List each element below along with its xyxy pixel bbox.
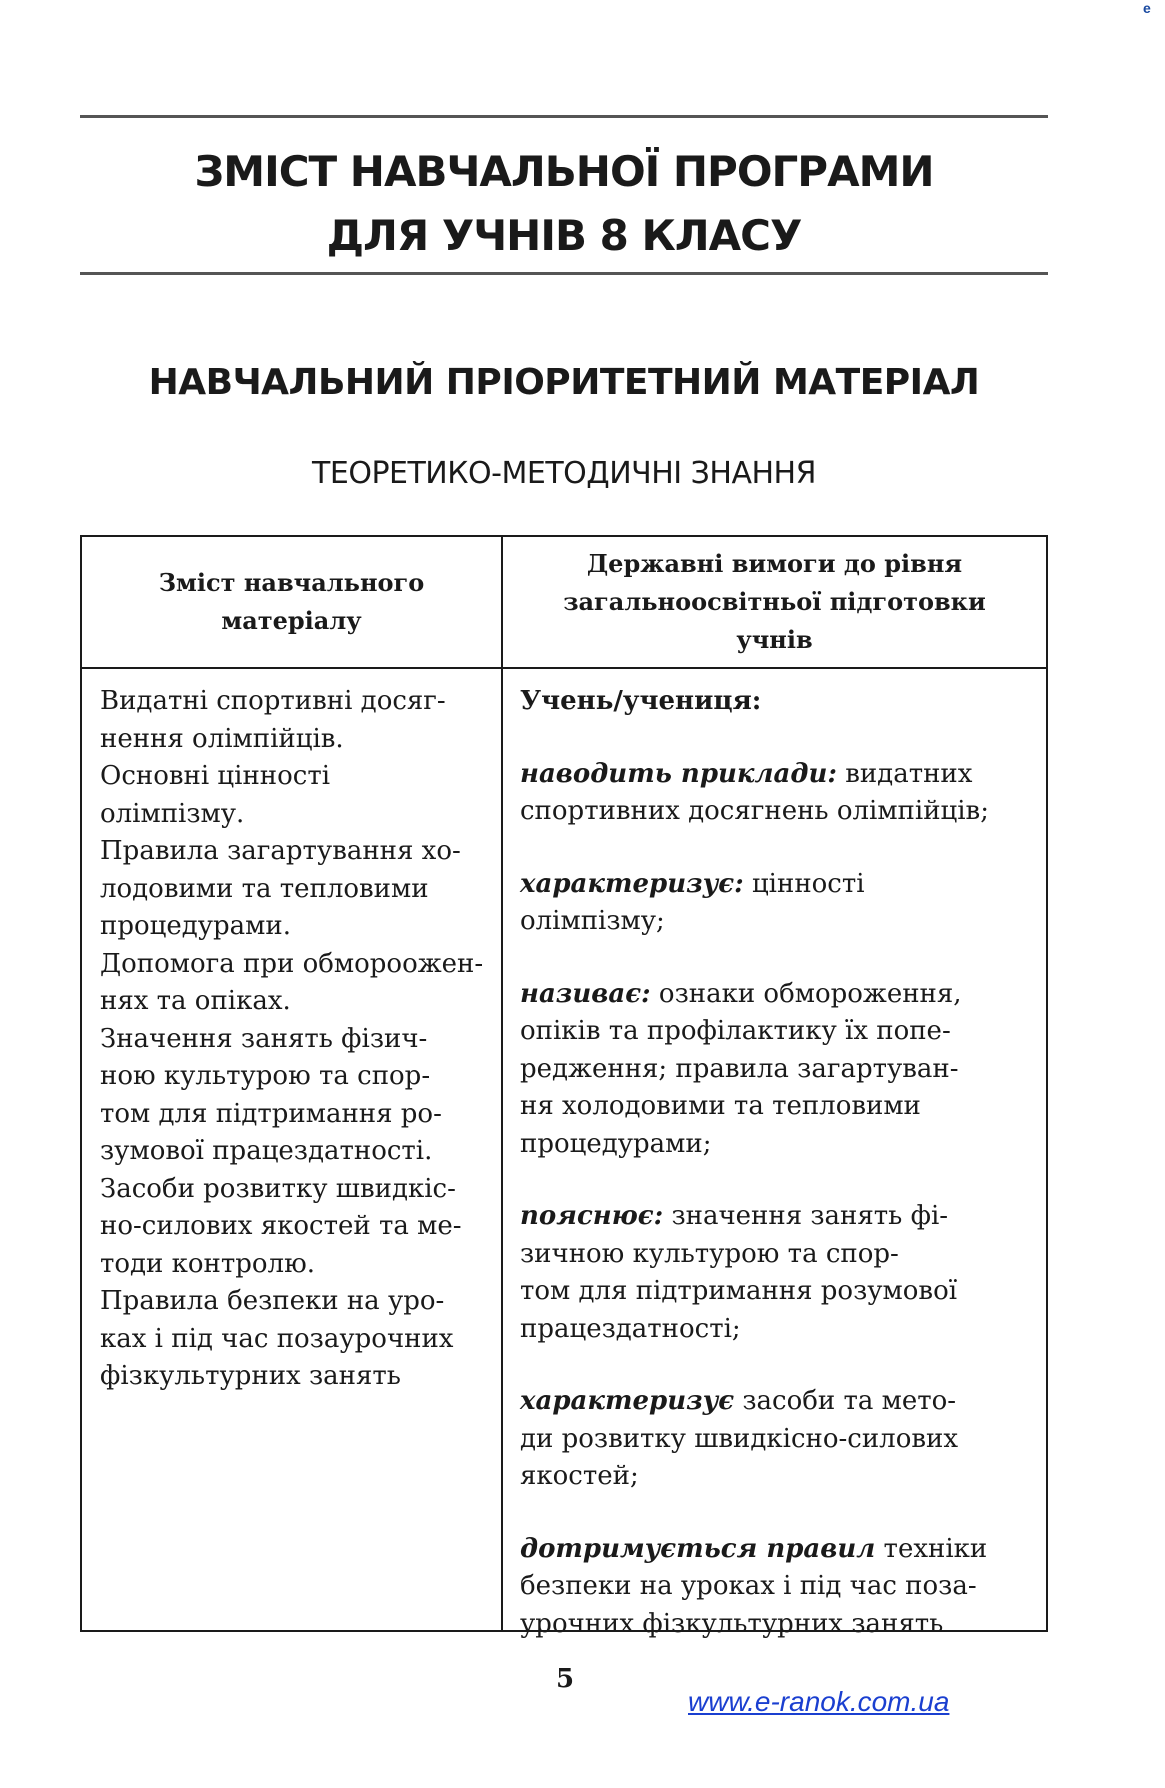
header-divider xyxy=(82,667,1046,669)
requirement-line xyxy=(520,903,1040,941)
requirement-line xyxy=(520,1198,1040,1236)
corner-mark: e xyxy=(1143,0,1151,16)
content-line: зумової працездатності. xyxy=(100,1136,433,1166)
content-line: том для підтримання ро- xyxy=(100,1098,442,1129)
student-intro: Учень/учениця: xyxy=(520,686,762,716)
requirement-line xyxy=(520,793,1040,831)
content-line: Видатні спортивні досяг- xyxy=(100,686,446,716)
column-divider xyxy=(501,537,503,1630)
requirement-line xyxy=(520,1458,1040,1496)
content-line: Засоби розвитку швидкіс- xyxy=(100,1173,456,1204)
requirement-text: том для підтримання розумової xyxy=(520,1276,958,1306)
subsection-title: ТЕОРЕТИКО-МЕТОДИЧНІ ЗНАННЯ xyxy=(312,456,816,491)
content-line: тоди контролю. xyxy=(100,1248,315,1279)
content-line: но-силових якостей та ме- xyxy=(100,1211,462,1241)
requirement-item xyxy=(520,1383,1040,1496)
requirement-verb: характеризує xyxy=(520,1386,735,1416)
requirement-item xyxy=(520,866,1040,941)
requirement-line xyxy=(520,756,1040,794)
requirement-text: редження; правила загартуван- xyxy=(520,1053,959,1084)
requirement-line xyxy=(520,1126,1040,1164)
requirement-text: ознаки обмороження, xyxy=(650,978,962,1009)
requirement-line xyxy=(520,1013,1040,1051)
requirement-text: опіків та профілактику їх попе- xyxy=(520,1016,951,1046)
requirement-line xyxy=(520,1568,1040,1606)
requirement-text: цінності xyxy=(743,868,865,899)
requirement-line xyxy=(520,1051,1040,1089)
content-line: ною культурою та спор- xyxy=(100,1061,431,1091)
requirement-line xyxy=(520,1273,1040,1311)
requirement-text: спортивних досягнень олімпійців; xyxy=(520,796,989,826)
requirement-verb: характеризує: xyxy=(520,868,744,899)
requirement-text: засоби та мето- xyxy=(734,1386,957,1416)
requirement-text: значення занять фі- xyxy=(663,1201,949,1231)
requirement-verb: дотримується правил xyxy=(520,1533,876,1564)
requirement-line xyxy=(520,1531,1040,1569)
requirement-text: урочних фізкультурних занять xyxy=(520,1608,944,1639)
content-line: Значення занять фізич- xyxy=(100,1023,428,1054)
content-line: процедурами. xyxy=(100,911,292,941)
requirement-text: техніки xyxy=(875,1533,988,1564)
content-line: ках і під час позаурочних xyxy=(100,1323,454,1354)
website-link[interactable]: www.e-ranok.com.ua xyxy=(688,1686,950,1717)
title-bottom-rule xyxy=(80,272,1048,275)
requirement-item xyxy=(520,1531,1040,1644)
title-line-1: ЗМІСТ НАВЧАЛЬНОЇ ПРОГРАМИ xyxy=(194,147,934,196)
requirement-line xyxy=(520,1383,1040,1421)
requirement-item xyxy=(520,1198,1040,1348)
requirement-text: якостей; xyxy=(520,1461,639,1491)
content-line: нення олімпійців. xyxy=(100,723,344,754)
content-line: Правила безпеки на уро- xyxy=(100,1286,445,1316)
page-number: 5 xyxy=(555,1664,575,1694)
requirements-column xyxy=(520,683,1040,1643)
top-rule xyxy=(80,115,1048,118)
content-line: лодовими та тепловими xyxy=(100,873,429,904)
requirement-text: безпеки на уроках і під час поза- xyxy=(520,1571,977,1601)
content-line: нях та опіках. xyxy=(100,986,291,1016)
requirement-line xyxy=(520,1236,1040,1274)
requirement-text: ня холодовими та тепловими xyxy=(520,1091,921,1121)
requirement-verb: називає: xyxy=(520,978,651,1009)
requirement-item xyxy=(520,976,1040,1164)
requirement-text: олімпізму; xyxy=(520,906,665,936)
curriculum-table xyxy=(80,535,1048,1639)
requirement-text: працездатності; xyxy=(520,1313,741,1344)
requirement-line xyxy=(520,866,1040,904)
requirement-verb: пояснює: xyxy=(520,1201,664,1231)
requirements-list xyxy=(520,756,1040,1644)
requirement-line xyxy=(520,976,1040,1014)
requirement-text: ди розвитку швидкісно-силових xyxy=(520,1423,958,1454)
content-line: олімпізму. xyxy=(100,798,245,829)
content-line: Основні цінності xyxy=(100,761,331,791)
requirement-text: видатних xyxy=(836,758,973,789)
requirement-text: процедурами; xyxy=(520,1128,712,1159)
requirement-text: зичною культурою та спор- xyxy=(520,1238,899,1269)
title-line-2: ДЛЯ УЧНІВ 8 КЛАСУ xyxy=(326,211,802,260)
page-title xyxy=(80,140,1048,268)
content-line: фізкультурних занять xyxy=(100,1361,401,1391)
content-line: Правила загартування хо- xyxy=(100,836,461,866)
section-title: НАВЧАЛЬНИЙ ПРІОРИТЕТНИЙ МАТЕРІАЛ xyxy=(148,362,980,403)
header-content-column: Зміст навчального матеріалу xyxy=(158,568,425,635)
requirement-line xyxy=(520,1088,1040,1126)
content-column xyxy=(100,683,495,1396)
requirement-verb: наводить приклади: xyxy=(520,758,837,789)
requirement-line xyxy=(520,1606,1040,1644)
header-requirements-column: Державні вимоги до рівня загальноосвітньої підготовки учнів xyxy=(563,549,986,654)
requirement-line xyxy=(520,1421,1040,1459)
requirement-line xyxy=(520,1311,1040,1349)
requirement-item xyxy=(520,756,1040,831)
content-line: Допомога при обмороожен- xyxy=(100,948,484,979)
